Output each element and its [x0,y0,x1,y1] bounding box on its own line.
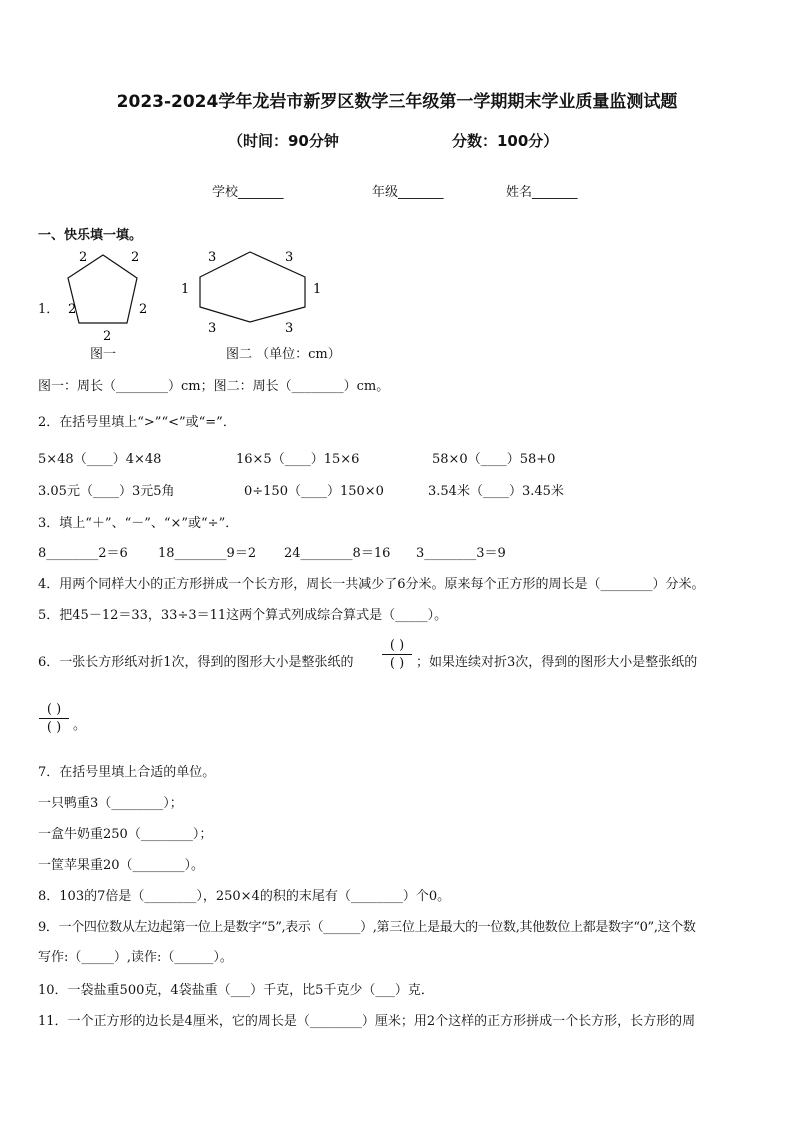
fraction-blank [39,701,69,736]
pentagon-side-label: 2 [103,329,112,344]
hexagon-label: 3 [285,250,294,265]
name-field: 姓名_______ [506,185,578,200]
pentagon-shape [68,255,137,323]
fraction-blank [382,637,412,672]
question-3-text: 3．填上“＋”、“－”、“×”或“÷”． [38,516,239,531]
question-5-text: 5．把45－12＝33，33÷3＝11这两个算式列成综合算式是（_____）。 [38,608,448,623]
hexagon-label: 1 [181,282,190,297]
pentagon-side-label: 2 [68,302,77,317]
question-6-end: 。 [73,718,87,733]
q2-item: 0÷150（____）150×0 [244,484,384,499]
question-9-line1: 9．一个四位数从左边起第一位上是数字“5”,表示（______）,第三位上是最大的一位数,其他数位上都是数字“0”,这个数 [38,920,696,935]
pentagon-side-label: 2 [131,250,140,265]
hexagon-label: 3 [208,250,217,265]
page-title: 2023-2024学年龙岩市新罗区数学三年级第一学期期末学业质量监测试题 [116,92,678,112]
question-4-text: 4．用两个同样大小的正方形拼成一个长方形，周长一共减少了6分米。原来每个正方形的周长是（________）分米。 [38,577,705,592]
q7-item: 一筐苹果重20（________）。 [38,858,205,873]
q7-item: 一只鸭重3（________）； [38,796,183,811]
q3-item: 24________8＝16 [284,546,391,561]
denominator-blank: ( ) [389,656,405,671]
hexagon-label: 3 [208,321,217,336]
pentagon-figure [60,245,160,345]
pentagon-side-label: 2 [79,250,88,265]
question-2-text: 2．在括号里填上“>”“<”或“=”． [38,415,236,430]
hexagon-label: 3 [285,321,294,336]
grade-field: 年级_______ [372,185,444,200]
school-field: 学校_______ [212,185,284,200]
q2-item: 3.54米（____）3.45米 [428,484,564,499]
hexagon-label: 1 [313,282,322,297]
pentagon-side-label: 2 [139,302,148,317]
numerator-blank: ( ) [389,638,405,653]
figure1-caption: 图一 [90,347,117,362]
q2-item: 5×48（____）4×48 [38,452,162,467]
question-10-text: 10．一袋盐重500克，4袋盐重（___）千克，比5千克少（___）克． [38,983,434,998]
q3-item: 8________2＝6 [38,546,128,561]
denominator-blank: ( ) [46,720,62,735]
numerator-blank: ( ) [46,702,62,717]
q3-item: 3________3＝9 [416,546,506,561]
q2-item: 16×5（____）15×6 [236,452,360,467]
question-8-text: 8．103的7倍是（________），250×4的积的末尾有（________）个0。 [38,889,451,904]
q2-item: 3.05元（____）3元5角 [38,484,175,499]
question-1-text: 图一：周长（________）cm；图二：周长（________）cm。 [38,379,390,394]
question-11-text: 11．一个正方形的边长是4厘米，它的周长是（________）厘米；用2个这样的正方形拼成一个长方形，长方形的周 [38,1014,696,1029]
figure2-caption: 图二 （单位：cm） [226,347,341,362]
exam-time: （时间：90分钟 [228,132,339,150]
hexagon-figure [175,245,325,340]
question-9-line2: 写作:（_____）,读作:（______）。 [38,950,233,965]
question-6-part1: 6．一张长方形纸对折1次，得到的图形大小是整张纸的 [38,655,354,670]
question-number: 1． [38,302,60,317]
q2-item: 58×0（____）58+0 [432,452,556,467]
question-7-text: 7．在括号里填上合适的单位。 [38,765,216,780]
q7-item: 一盒牛奶重250（________）； [38,827,213,842]
section-title: 一、快乐填一填。 [38,228,143,243]
exam-score: 分数：100分） [452,132,559,150]
q3-item: 18________9＝2 [158,546,257,561]
question-6-part2: ；如果连续对折3次，得到的图形大小是整张纸的 [416,655,698,670]
